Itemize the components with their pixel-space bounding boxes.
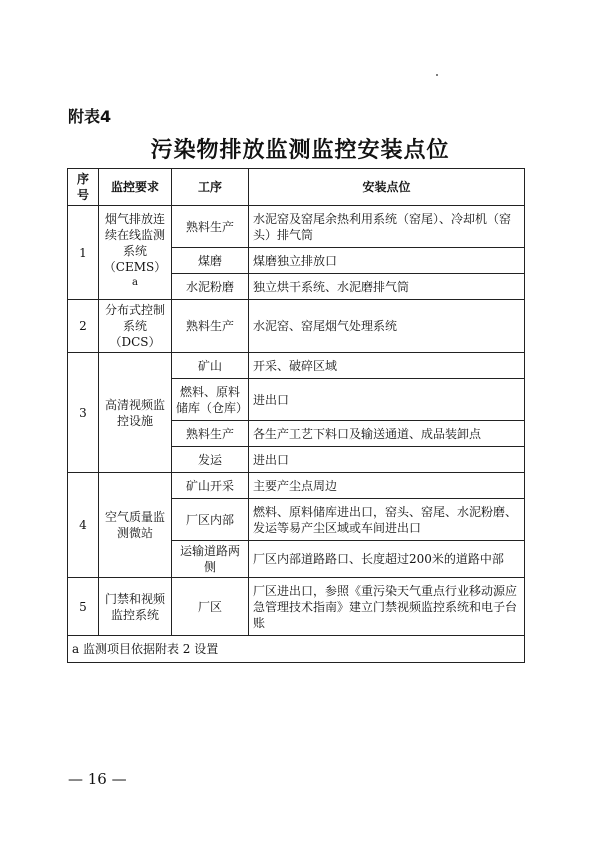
location-cell: 各生产工艺下料口及输送通道、成品装卸点: [249, 421, 525, 447]
requirement-cell: 空气质量监测微站: [99, 473, 172, 578]
page-title: 污染物排放监测监控安装点位: [150, 138, 450, 163]
location-cell: 开采、破碎区域: [249, 353, 525, 379]
location-cell: 水泥窑及窑尾余热利用系统（窑尾）、冷却机（窑头）排气筒: [249, 206, 525, 248]
footnote-row: [68, 636, 525, 663]
process-cell: 矿山开采: [172, 473, 249, 499]
location-cell: 厂区内部道路路口、长度超过200米的道路中部: [249, 541, 525, 578]
location-cell: 煤磨独立排放口: [249, 248, 525, 274]
location-cell: 水泥窑、窑尾烟气处理系统: [249, 300, 525, 353]
scan-speck: [436, 74, 438, 76]
table-header-row: [68, 169, 525, 206]
table-row: [68, 578, 525, 636]
location-cell: 独立烘干系统、水泥磨排气筒: [249, 274, 525, 300]
process-cell: 熟料生产: [172, 421, 249, 447]
seq-cell: 2: [68, 300, 99, 353]
table-row: [68, 206, 525, 248]
process-cell: 厂区: [172, 578, 249, 636]
requirement-cell: 高清视频监控设施: [99, 353, 172, 473]
header-location: 安装点位: [249, 169, 525, 206]
footnote-marker: a: [132, 277, 138, 288]
location-cell: 进出口: [249, 379, 525, 421]
attachment-label: 附表4: [68, 107, 112, 126]
footnote: a 监测项目依据附表 2 设置: [68, 636, 525, 663]
seq-cell: 1: [68, 206, 99, 300]
seq-cell: 5: [68, 578, 99, 636]
table-row: [68, 473, 525, 499]
installation-table: [67, 168, 525, 663]
process-cell: 煤磨: [172, 248, 249, 274]
process-cell: 运输道路两侧: [172, 541, 249, 578]
location-cell: 进出口: [249, 447, 525, 473]
location-cell: 厂区进出口，参照《重污染天气重点行业移动源应急管理技术指南》建立门禁视频监控系统和电子台账: [249, 578, 525, 636]
table-row: [68, 353, 525, 379]
seq-cell: 4: [68, 473, 99, 578]
process-cell: 燃料、原料储库（仓库）: [172, 379, 249, 421]
requirement-cell: [99, 206, 172, 300]
process-cell: 厂区内部: [172, 499, 249, 541]
process-cell: 发运: [172, 447, 249, 473]
requirement-text: 烟气排放连续在线监测系统（CEMS）: [103, 212, 167, 274]
requirement-cell: 分布式控制系统（DCS）: [99, 300, 172, 353]
process-cell: 矿山: [172, 353, 249, 379]
requirement-cell: 门禁和视频监控系统: [99, 578, 172, 636]
page-number: — 16 —: [68, 770, 127, 788]
location-cell: 燃料、原料储库进出口，窑头、窑尾、水泥粉磨、发运等易产尘区域或车间进出口: [249, 499, 525, 541]
header-seq: 序号: [68, 169, 99, 206]
process-cell: 熟料生产: [172, 206, 249, 248]
process-cell: 熟料生产: [172, 300, 249, 353]
table-row: [68, 300, 525, 353]
header-process: 工序: [172, 169, 249, 206]
header-requirement: 监控要求: [99, 169, 172, 206]
seq-cell: 3: [68, 353, 99, 473]
location-cell: 主要产尘点周边: [249, 473, 525, 499]
process-cell: 水泥粉磨: [172, 274, 249, 300]
